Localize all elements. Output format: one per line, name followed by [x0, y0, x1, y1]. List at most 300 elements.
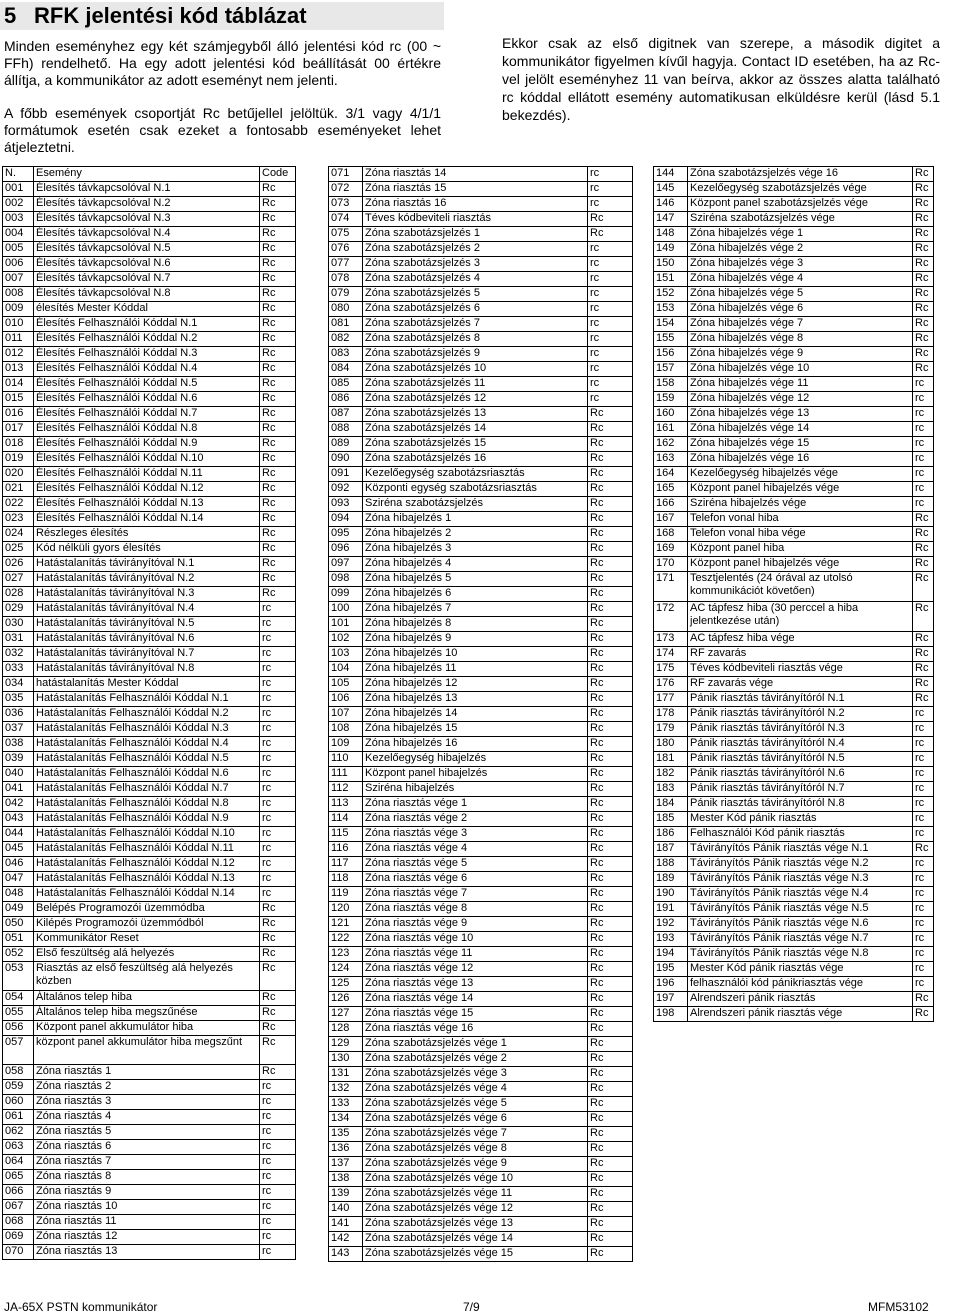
event-number: 143 — [329, 1247, 363, 1262]
table-row — [3, 887, 296, 902]
event-code: Rc — [588, 902, 633, 917]
event-name: Zóna hibajelzés 8 — [363, 617, 588, 632]
event-name: Riasztás az első feszültség alá helyezés közben — [34, 962, 260, 991]
event-code: Rc — [913, 692, 934, 707]
event-code: Rc — [588, 1172, 633, 1187]
event-name: Zóna szabotázsjelzés vége 12 — [363, 1202, 588, 1217]
table-row — [654, 497, 934, 512]
table-row — [329, 557, 633, 572]
table-row — [329, 752, 633, 767]
table-row — [3, 362, 296, 377]
event-name: Távirányítós Pánik riasztás vége N.6 — [688, 917, 913, 932]
event-number: 082 — [329, 332, 363, 347]
event-number: 117 — [329, 857, 363, 872]
event-code: Rc — [588, 212, 633, 227]
event-name: Élesítés távkapcsolóval N.6 — [34, 257, 260, 272]
table-row — [654, 872, 934, 887]
event-number: 147 — [654, 212, 688, 227]
event-number: 102 — [329, 632, 363, 647]
table-row — [3, 782, 296, 797]
event-code: Rc — [588, 1052, 633, 1067]
event-number: 158 — [654, 377, 688, 392]
event-code: Rc — [588, 992, 633, 1007]
table-row — [654, 242, 934, 257]
event-name: Első feszültség alá helyezés — [34, 947, 260, 962]
event-code: Rc — [260, 542, 296, 557]
event-table-col2 — [328, 166, 633, 1262]
table-row — [329, 1202, 633, 1217]
event-name: hatástalanítás Mester Kóddal — [34, 677, 260, 692]
event-code: rc — [588, 287, 633, 302]
event-name: Zóna hibajelzés vége 1 — [688, 227, 913, 242]
event-number: 006 — [3, 257, 34, 272]
event-name: Zóna riasztás vége 1 — [363, 797, 588, 812]
event-name: Zóna szabotázsjelzés 4 — [363, 272, 588, 287]
event-code: Rc — [260, 991, 296, 1006]
event-name: Zóna szabotázsjelzés 10 — [363, 362, 588, 377]
event-number: 015 — [3, 392, 34, 407]
table-row — [329, 902, 633, 917]
event-code: rc — [588, 197, 633, 212]
event-code: rc — [913, 857, 934, 872]
event-name: Zóna szabotázsjelzés 1 — [363, 227, 588, 242]
event-code: rc — [913, 902, 934, 917]
event-number: 175 — [654, 662, 688, 677]
table-row — [3, 1125, 296, 1140]
event-code: Rc — [260, 452, 296, 467]
event-code: Rc — [588, 737, 633, 752]
event-code: rc — [588, 272, 633, 287]
table-row — [654, 917, 934, 932]
event-name: Kezelőegység hibajelzés vége — [688, 467, 913, 482]
event-code: Rc — [260, 557, 296, 572]
event-number: 173 — [654, 632, 688, 647]
event-number: 013 — [3, 362, 34, 377]
event-number: 085 — [329, 377, 363, 392]
table-row — [329, 197, 633, 212]
event-number: 064 — [3, 1155, 34, 1170]
event-name: Élesítés Felhasználói Kóddal N.14 — [34, 512, 260, 527]
event-number: 074 — [329, 212, 363, 227]
event-code: rc — [260, 872, 296, 887]
event-code: Rc — [588, 512, 633, 527]
event-code: rc — [913, 782, 934, 797]
event-name: Zóna szabotázsjelzés vége 14 — [363, 1232, 588, 1247]
event-name: Pánik riasztás távirányítóról N.5 — [688, 752, 913, 767]
event-code: rc — [260, 677, 296, 692]
table-row — [329, 1097, 633, 1112]
event-code: rc — [913, 872, 934, 887]
event-number: 049 — [3, 902, 34, 917]
event-number: 002 — [3, 197, 34, 212]
table-row — [654, 197, 934, 212]
event-code: Rc — [260, 902, 296, 917]
event-name: Zóna szabotázsjelzés vége 9 — [363, 1157, 588, 1172]
table-row — [654, 632, 934, 647]
table-row — [329, 917, 633, 932]
event-number: 131 — [329, 1067, 363, 1082]
event-name: Zóna riasztás vége 16 — [363, 1022, 588, 1037]
event-code: Rc — [588, 407, 633, 422]
event-code: Rc — [913, 272, 934, 287]
event-number: 042 — [3, 797, 34, 812]
event-code: Rc — [588, 962, 633, 977]
event-code: Rc — [588, 587, 633, 602]
event-code: rc — [913, 467, 934, 482]
table-row — [329, 182, 633, 197]
table-row — [329, 947, 633, 962]
event-number: 119 — [329, 887, 363, 902]
event-name: Hatástalanítás Felhasználói Kóddal N.14 — [34, 887, 260, 902]
event-code: Rc — [588, 1022, 633, 1037]
event-name: Zóna riasztás vége 2 — [363, 812, 588, 827]
table-row — [329, 452, 633, 467]
table-row — [329, 797, 633, 812]
event-code: rc — [588, 362, 633, 377]
event-code: rc — [260, 1200, 296, 1215]
event-code: rc — [260, 1080, 296, 1095]
event-code: Rc — [913, 647, 934, 662]
event-name: Zóna szabotázsjelzés vége 4 — [363, 1082, 588, 1097]
table-row — [3, 827, 296, 842]
event-code: Rc — [913, 257, 934, 272]
event-name: Zóna szabotázsjelzés 7 — [363, 317, 588, 332]
event-name: Zóna szabotázsjelzés 8 — [363, 332, 588, 347]
event-name: Élesítés távkapcsolóval N.3 — [34, 212, 260, 227]
event-code: Rc — [260, 212, 296, 227]
table-row — [329, 587, 633, 602]
event-code: rc — [913, 392, 934, 407]
event-number: 037 — [3, 722, 34, 737]
table-row — [654, 467, 934, 482]
table-row — [654, 767, 934, 782]
event-number: 167 — [654, 512, 688, 527]
table-row — [329, 572, 633, 587]
event-number: 081 — [329, 317, 363, 332]
event-number: 189 — [654, 872, 688, 887]
event-name: Központ panel hibajelzés vége — [688, 482, 913, 497]
event-code: Rc — [913, 167, 934, 182]
table-row — [654, 272, 934, 287]
table-row — [329, 767, 633, 782]
event-name: Tesztjelentés (24 órával az utolsó kommunikációt követően) — [688, 572, 913, 602]
table-row — [3, 1170, 296, 1185]
event-code: Rc — [260, 497, 296, 512]
event-number: 067 — [3, 1200, 34, 1215]
event-name: Általános telep hiba — [34, 991, 260, 1006]
event-code: rc — [260, 737, 296, 752]
event-name: Zóna szabotázsjelzés 9 — [363, 347, 588, 362]
table-row — [329, 392, 633, 407]
table-row — [3, 962, 296, 991]
event-name: Hatástalanítás Felhasználói Kóddal N.10 — [34, 827, 260, 842]
event-code: Rc — [913, 992, 934, 1007]
event-name: Központ panel akkumulátor hiba — [34, 1021, 260, 1036]
event-name: élesítés Mester Kóddal — [34, 302, 260, 317]
event-code: Rc — [913, 212, 934, 227]
event-name: Zóna szabotázsjelzés 5 — [363, 287, 588, 302]
event-name: Zóna szabotázsjelzés vége 7 — [363, 1127, 588, 1142]
event-name: Zóna szabotázsjelzés vége 10 — [363, 1172, 588, 1187]
event-code: Rc — [913, 662, 934, 677]
event-code: rc — [588, 347, 633, 362]
table-row — [3, 242, 296, 257]
event-code: Rc — [588, 677, 633, 692]
event-code: Rc — [913, 182, 934, 197]
event-name: Hatástalanítás Felhasználói Kóddal N.2 — [34, 707, 260, 722]
event-name: Kommunikátor Reset — [34, 932, 260, 947]
event-code: Rc — [588, 782, 633, 797]
table-row — [329, 227, 633, 242]
event-name: Élesítés Felhasználói Kóddal N.9 — [34, 437, 260, 452]
event-number: 040 — [3, 767, 34, 782]
table-row — [3, 1215, 296, 1230]
event-name: Élesítés Felhasználói Kóddal N.3 — [34, 347, 260, 362]
event-name: Zóna hibajelzés vége 12 — [688, 392, 913, 407]
event-code: Rc — [913, 197, 934, 212]
event-number: 005 — [3, 242, 34, 257]
event-name: Hatástalanítás Felhasználói Kóddal N.3 — [34, 722, 260, 737]
table-row — [654, 1007, 934, 1022]
table-row — [329, 1217, 633, 1232]
event-code: Rc — [588, 1232, 633, 1247]
event-code: Rc — [260, 467, 296, 482]
event-code: Rc — [588, 932, 633, 947]
section-number: 5 — [4, 3, 17, 28]
event-code: Rc — [588, 452, 633, 467]
table-row — [3, 991, 296, 1006]
event-number: 029 — [3, 602, 34, 617]
event-name: Zóna hibajelzés vége 13 — [688, 407, 913, 422]
event-name: Zóna szabotázsjelzés 14 — [363, 422, 588, 437]
table-row — [3, 752, 296, 767]
intro-paragraph-2: A főbb események csoportját Rc betűjellel jelöltük. 3/1 vagy 4/1/1 formátumok esetén csak ezeket a fontosabb eseményeket lehet átjeleztetni. — [4, 105, 441, 155]
event-code: rc — [260, 827, 296, 842]
event-name: Hatástalanítás Felhasználói Kóddal N.8 — [34, 797, 260, 812]
event-code: Rc — [588, 1112, 633, 1127]
event-number: 193 — [654, 932, 688, 947]
table-row — [329, 722, 633, 737]
table-row — [654, 377, 934, 392]
event-name: Zóna riasztás vége 13 — [363, 977, 588, 992]
event-name: Zóna szabotázsjelzés 13 — [363, 407, 588, 422]
event-name: Hatástalanítás Felhasználói Kóddal N.5 — [34, 752, 260, 767]
event-code: Rc — [588, 497, 633, 512]
event-name: Telefon vonal hiba vége — [688, 527, 913, 542]
event-code: rc — [913, 377, 934, 392]
table-row — [3, 407, 296, 422]
event-code: Rc — [588, 977, 633, 992]
event-number: 141 — [329, 1217, 363, 1232]
event-number: 118 — [329, 872, 363, 887]
event-name: Zóna riasztás vége 14 — [363, 992, 588, 1007]
event-code: Rc — [260, 917, 296, 932]
event-number: 170 — [654, 557, 688, 572]
event-number: 055 — [3, 1006, 34, 1021]
event-number: 146 — [654, 197, 688, 212]
event-code: rc — [913, 917, 934, 932]
table-row — [329, 692, 633, 707]
event-number: 068 — [3, 1215, 34, 1230]
event-name: Zóna hibajelzés 13 — [363, 692, 588, 707]
event-number: 195 — [654, 962, 688, 977]
event-name: Zóna riasztás vége 9 — [363, 917, 588, 932]
event-code: Rc — [260, 347, 296, 362]
event-name: Zóna hibajelzés vége 7 — [688, 317, 913, 332]
event-code: Rc — [588, 572, 633, 587]
table-row — [654, 362, 934, 377]
event-code: Rc — [588, 707, 633, 722]
event-code: rc — [913, 407, 934, 422]
event-number: 187 — [654, 842, 688, 857]
event-name: Zóna riasztás 11 — [34, 1215, 260, 1230]
event-name: Távirányítós Pánik riasztás vége N.8 — [688, 947, 913, 962]
event-code: rc — [260, 617, 296, 632]
table-row — [329, 977, 633, 992]
event-code: Rc — [913, 632, 934, 647]
event-number: 020 — [3, 467, 34, 482]
event-number: 176 — [654, 677, 688, 692]
table-row — [3, 662, 296, 677]
event-code: Rc — [588, 767, 633, 782]
event-name: Belépés Programozói üzemmódba — [34, 902, 260, 917]
event-code: rc — [260, 812, 296, 827]
table-row — [654, 737, 934, 752]
event-name: Pánik riasztás távirányítóról N.7 — [688, 782, 913, 797]
event-number: 053 — [3, 962, 34, 991]
table-row — [329, 272, 633, 287]
table-row — [329, 617, 633, 632]
table-row — [329, 1187, 633, 1202]
table-row — [654, 527, 934, 542]
event-code: rc — [913, 752, 934, 767]
event-number: 122 — [329, 932, 363, 947]
event-name: Élesítés Felhasználói Kóddal N.5 — [34, 377, 260, 392]
table-row — [3, 1006, 296, 1021]
event-name: Hatástalanítás távirányítóval N.2 — [34, 572, 260, 587]
event-number: 093 — [329, 497, 363, 512]
event-number: 100 — [329, 602, 363, 617]
event-code: rc — [913, 497, 934, 512]
event-name: Távirányítós Pánik riasztás vége N.4 — [688, 887, 913, 902]
page-footer — [0, 1300, 960, 1315]
event-code: Rc — [588, 887, 633, 902]
table-row — [3, 1036, 296, 1065]
event-number: 021 — [3, 482, 34, 497]
table-row — [654, 812, 934, 827]
event-name: Kilépés Programozói üzemmódból — [34, 917, 260, 932]
event-name: Zóna riasztás 12 — [34, 1230, 260, 1245]
table-row — [329, 707, 633, 722]
table-row — [3, 302, 296, 317]
event-code: rc — [588, 332, 633, 347]
event-code: Rc — [913, 842, 934, 857]
intro-paragraph-1: Minden eseményhez egy két számjegyből álló jelentési kód rc (00 ~ FFh) rendelhető. Ha egy adott jelentési kód beállítását 00 értékre állítja, a kommunikátor az adott eseményt nem jelenti. — [4, 38, 441, 88]
event-code: Rc — [588, 467, 633, 482]
event-number: 157 — [654, 362, 688, 377]
event-code: Rc — [588, 692, 633, 707]
event-number: 184 — [654, 797, 688, 812]
table-row — [329, 527, 633, 542]
table-row — [654, 347, 934, 362]
event-number: 182 — [654, 767, 688, 782]
event-name: Pánik riasztás távirányítóról N.4 — [688, 737, 913, 752]
event-name: Központ panel szabotázsjelzés vége — [688, 197, 913, 212]
event-code: Rc — [260, 227, 296, 242]
table-row — [329, 812, 633, 827]
table-row — [654, 227, 934, 242]
event-name: Zóna hibajelzés vége 16 — [688, 452, 913, 467]
event-name: Zóna riasztás vége 11 — [363, 947, 588, 962]
event-code: rc — [260, 1245, 296, 1260]
event-name: Zóna hibajelzés vége 10 — [688, 362, 913, 377]
event-name: Sziréna szabotázsjelzés — [363, 497, 588, 512]
event-name: Zóna riasztás 14 — [363, 167, 588, 182]
event-number: 063 — [3, 1140, 34, 1155]
event-code: Rc — [588, 1217, 633, 1232]
table-row — [3, 1200, 296, 1215]
table-row — [329, 1052, 633, 1067]
event-code: Rc — [588, 1187, 633, 1202]
event-name: Zóna szabotázsjelzés vége 3 — [363, 1067, 588, 1082]
event-number: 012 — [3, 347, 34, 362]
event-number: 163 — [654, 452, 688, 467]
table-row — [654, 437, 934, 452]
event-code: rc — [260, 722, 296, 737]
table-row — [329, 302, 633, 317]
event-number: 050 — [3, 917, 34, 932]
footer-doc-code: MFM53102 — [868, 1300, 929, 1314]
footer-product: JA-65X PSTN kommunikátor — [4, 1300, 158, 1314]
event-code: Rc — [588, 227, 633, 242]
event-number: 128 — [329, 1022, 363, 1037]
event-number: 044 — [3, 827, 34, 842]
event-number: 149 — [654, 242, 688, 257]
event-number: 153 — [654, 302, 688, 317]
table-row — [3, 512, 296, 527]
event-number: 127 — [329, 1007, 363, 1022]
table-row — [3, 452, 296, 467]
event-number: 066 — [3, 1185, 34, 1200]
event-name: Zóna riasztás 13 — [34, 1245, 260, 1260]
event-name: Zóna hibajelzés vége 2 — [688, 242, 913, 257]
table-row — [329, 362, 633, 377]
table-row — [329, 347, 633, 362]
event-name: Zóna hibajelzés vége 5 — [688, 287, 913, 302]
event-number: 169 — [654, 542, 688, 557]
event-number: 084 — [329, 362, 363, 377]
table-row — [329, 872, 633, 887]
table-row — [329, 257, 633, 272]
event-number: 057 — [3, 1036, 34, 1065]
event-code: Rc — [260, 947, 296, 962]
event-number: 024 — [3, 527, 34, 542]
event-name: felhasználói kód pánikriasztás vége — [688, 977, 913, 992]
event-code: Rc — [588, 557, 633, 572]
event-name: Hatástalanítás távirányítóval N.1 — [34, 557, 260, 572]
event-name: Zóna szabotázsjelzés vége 6 — [363, 1112, 588, 1127]
table-row — [654, 677, 934, 692]
event-code: Rc — [588, 617, 633, 632]
table-row — [654, 782, 934, 797]
event-code: Rc — [913, 347, 934, 362]
table-row — [329, 887, 633, 902]
event-code: Rc — [588, 812, 633, 827]
event-code: rc — [260, 1140, 296, 1155]
event-name: Zóna riasztás vége 4 — [363, 842, 588, 857]
event-number: 023 — [3, 512, 34, 527]
event-number: 152 — [654, 287, 688, 302]
